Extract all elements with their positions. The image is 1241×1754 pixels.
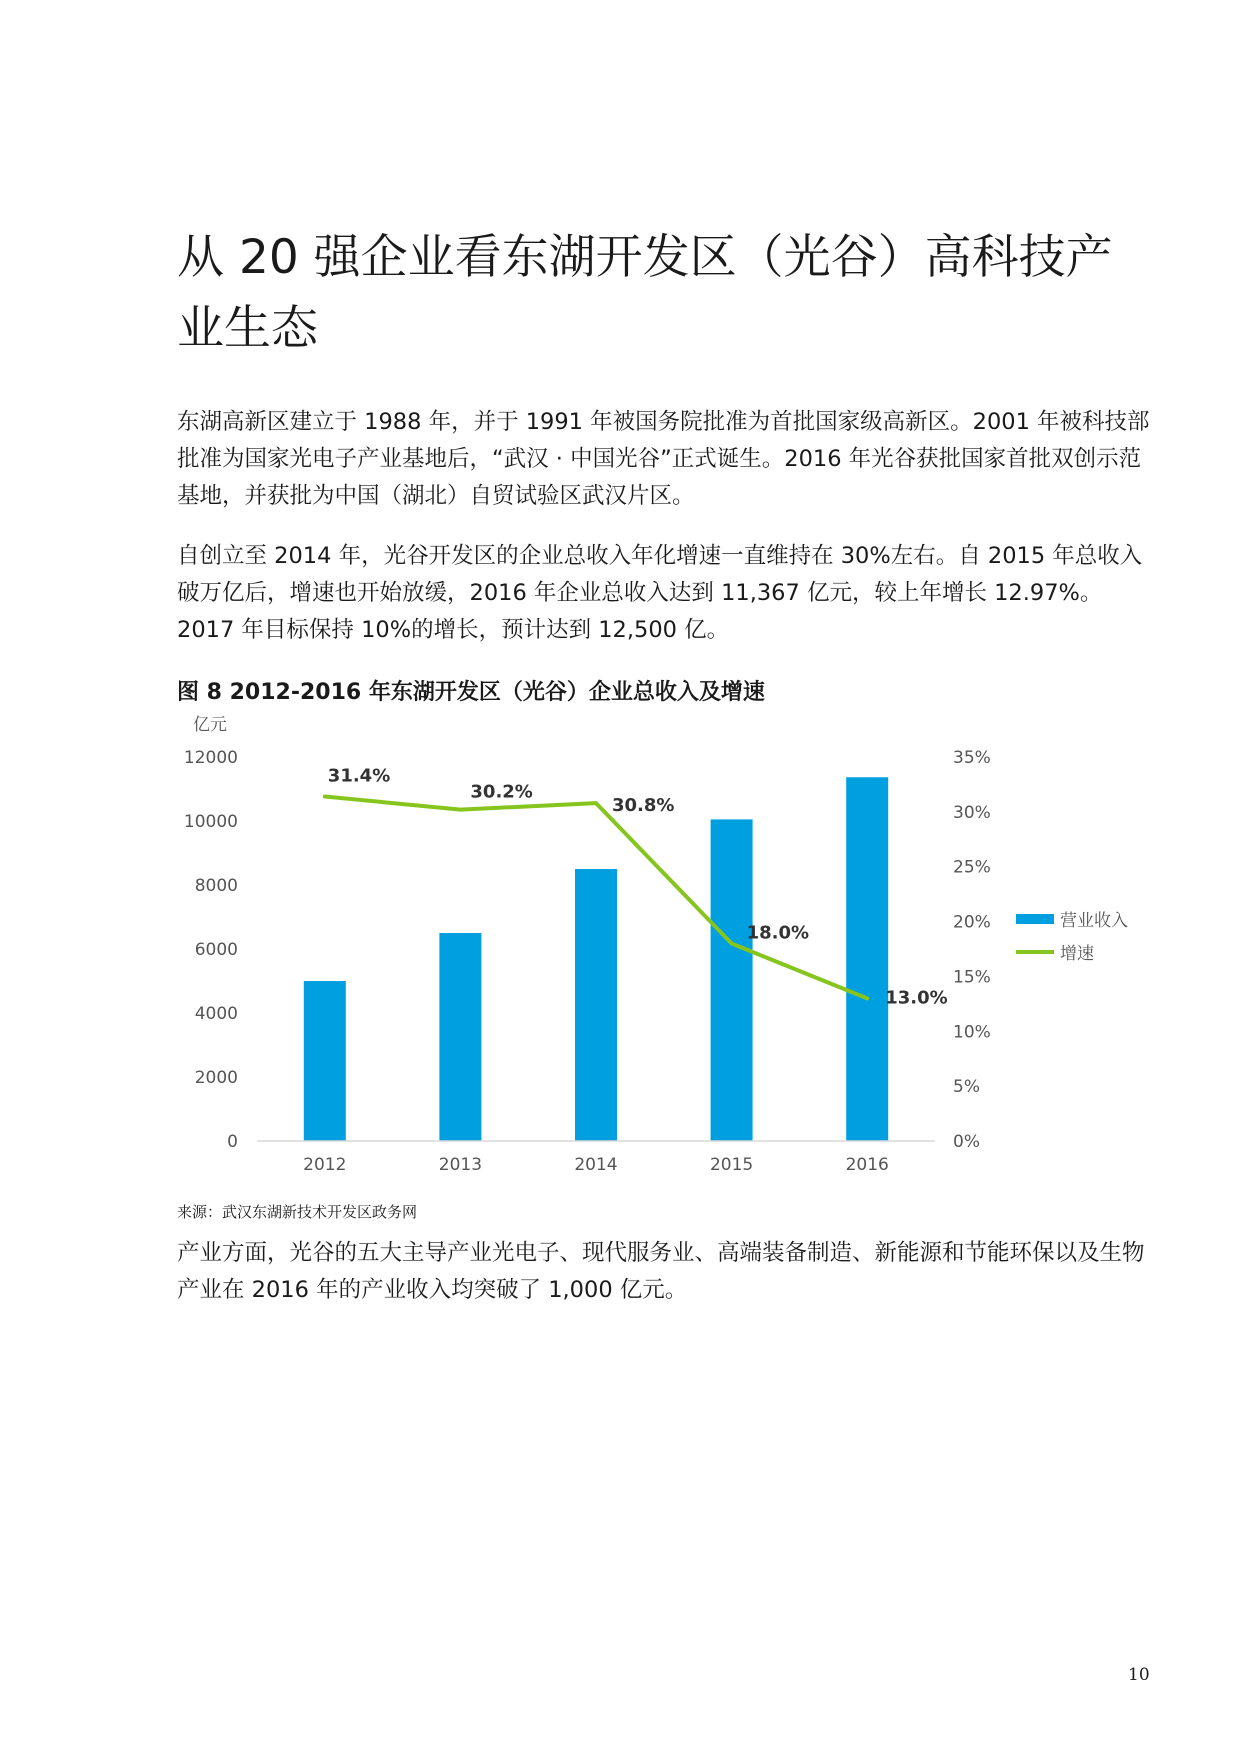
y-left-tick-label: 4000 <box>194 1004 238 1024</box>
growth-paragraph: 自创立至 2014 年，光谷开发区的企业总收入年化增速一直维持在 30%左右。自 2015 年总收入破万亿后，增速也开始放缓，2016 年企业总收入达到 11,367 亿元，较上年增长 12.97%。2017 年目标保持 10%的增长，预计达到 12,500 亿。 <box>177 543 1143 643</box>
y-axis-unit-label: 亿元 <box>193 715 227 735</box>
growth-data-label: 18.0% <box>746 922 810 944</box>
x-tick-label: 2016 <box>845 1155 889 1175</box>
y-left-tick-label: 10000 <box>183 812 238 832</box>
revenue-bar <box>846 777 888 1141</box>
y-left-tick-label: 6000 <box>194 940 238 960</box>
y-right-tick-label: 20% <box>953 912 991 933</box>
y-right-tick-label: 0% <box>953 1132 980 1152</box>
growth-data-label: 13.0% <box>885 987 948 1009</box>
y-left-tick-label: 8000 <box>194 876 238 896</box>
growth-data-label: 30.2% <box>470 781 533 803</box>
legend-bar-swatch <box>1016 914 1054 924</box>
page-title: 从 20 强企业看东湖开发区（光谷）高科技产业生态 <box>177 230 1113 356</box>
x-tick-label: 2012 <box>303 1155 347 1175</box>
y-right-tick-label: 30% <box>953 802 991 823</box>
revenue-bar <box>575 869 617 1141</box>
industry-paragraph: 产业方面，光谷的五大主导产业光电子、现代服务业、高端装备制造、新能源和节能环保以及生物产业在 2016 年的产业收入均突破了 1,000 亿元。 <box>177 1240 1145 1303</box>
x-tick-label: 2015 <box>709 1155 754 1175</box>
x-tick-label: 2013 <box>438 1155 483 1175</box>
figure-title: 图 8 2012-2016 年东湖开发区（光谷）企业总收入及增速 <box>177 680 765 705</box>
y-left-tick-label: 12000 <box>183 748 238 768</box>
growth-data-label: 30.8% <box>612 795 675 817</box>
intro-paragraph: 东湖高新区建立于 1988 年，并于 1991 年被国务院批准为首批国家级高新区。2001 年被科技部批准为国家光电子产业基地后，“武汉 · 中国光谷”正式诞生。2016 年光谷获批国家首批双创示范基地，并获批为中国（湖北）自贸试验区武汉片区。 <box>177 409 1150 509</box>
revenue-bar <box>711 819 753 1141</box>
figure-source: 来源：武汉东湖新技术开发区政务网 <box>177 1203 418 1221</box>
y-right-tick-label: 10% <box>953 1022 991 1043</box>
y-right-tick-label: 25% <box>953 857 991 878</box>
y-left-tick-label: 0 <box>227 1132 238 1152</box>
legend-line-label: 增速 <box>1060 944 1094 964</box>
x-tick-label: 2014 <box>574 1155 618 1175</box>
y-right-tick-label: 15% <box>953 967 991 988</box>
y-right-tick-label: 5% <box>953 1077 980 1098</box>
legend-bar-label: 营业收入 <box>1060 911 1128 931</box>
page-number: 10 <box>1128 1665 1150 1685</box>
revenue-bar <box>304 981 346 1141</box>
growth-data-label: 31.4% <box>327 765 391 787</box>
y-right-tick-label: 35% <box>953 748 991 768</box>
revenue-bar <box>439 933 481 1141</box>
y-left-tick-label: 2000 <box>194 1068 238 1088</box>
